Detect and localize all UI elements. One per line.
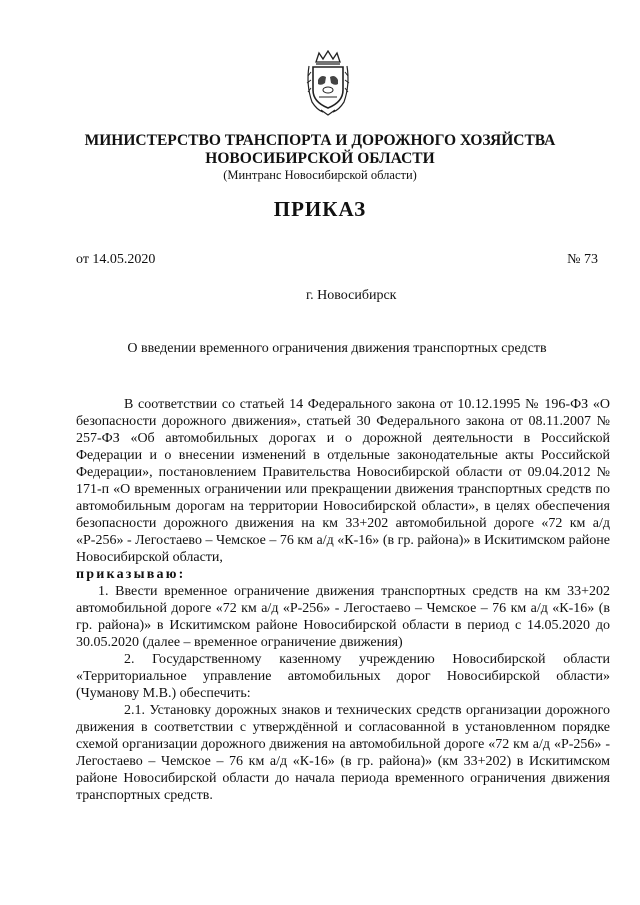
order-date: от 14.05.2020: [76, 252, 156, 267]
ministry-name-line1: МИНИСТЕРСТВО ТРАНСПОРТА И ДОРОЖНОГО ХОЗЯЙСТВА: [84, 132, 556, 149]
preamble-text: В соответствии со статьей 14 Федерального закона от 10.12.1995 № 196-ФЗ «О безопасности дорожного движения», статьей 30 Федерального закона от 08.11.2007 № 257-ФЗ «Об автомобильных дорогах и о дорожной деятельности в Российской Федерации и о внесении изменений в отдельные законодательные акты Российской Федерации», постановлением Правительства Новосибирской области от 09.04.2012 № 171-п «О временных ограничении или прекращении движения транспортных средств по автомобильным дорогам на территории Новосибирской области», в целях обеспечения безопасности дорожного движения на км 33+202 автомобильной дороге «72 км а/д «Р-256» - Легостаево – Чемское – 76 км а/д «К-16» (в гр. района)» в Искитимском районе Новосибирской области,: [76, 397, 610, 565]
document-body: [76, 396, 610, 804]
ministry-short-name: (Минтранс Новосибирской области): [223, 168, 417, 182]
order-subject: О введении временного ограничения движения транспортных средств: [127, 341, 547, 356]
ministry-name-line2: НОВОСИБИРСКОЙ ОБЛАСТИ: [205, 150, 435, 167]
item-2-1-paragraph: 2.1. Установку дорожных знаков и технических средств организации дорожного движения в соответствии с утверждённой и согласованной в установленном порядке схемой организации дорожного движения на автомобильной дороге «72 км а/д «Р-256» - Легостаево – Чемское – 76 км а/д «К-16» (в гр. района)» (км 33+202) в Искитимском районе Новосибирской области до начала периода временного ограничения движения транспортных средств.: [76, 703, 610, 803]
item-2-paragraph: 2. Государственному казенному учреждению Новосибирской области «Территориальное управление автомобильных дорог Новосибирской области» (Чуманову М.В.) обеспечить:: [76, 652, 610, 701]
coat-of-arms-icon: [303, 50, 353, 116]
order-city: г. Новосибирск: [306, 288, 397, 303]
order-word: приказываю:: [76, 567, 186, 582]
document-title: ПРИКАЗ: [273, 197, 367, 221]
order-number: № 73: [567, 252, 598, 267]
item-1-paragraph: 1. Ввести временное ограничение движения транспортных средств на км 33+202 автомобильной дороге «72 км а/д «Р-256» - Легостаево – Чемское – 76 км а/д «К-16» (в гр. района)» в Искитимском районе Новосибирской области в период с 14.05.2020 до 30.05.2020 (далее – временное ограничение движения): [76, 584, 610, 650]
preamble-paragraph: [76, 396, 610, 583]
